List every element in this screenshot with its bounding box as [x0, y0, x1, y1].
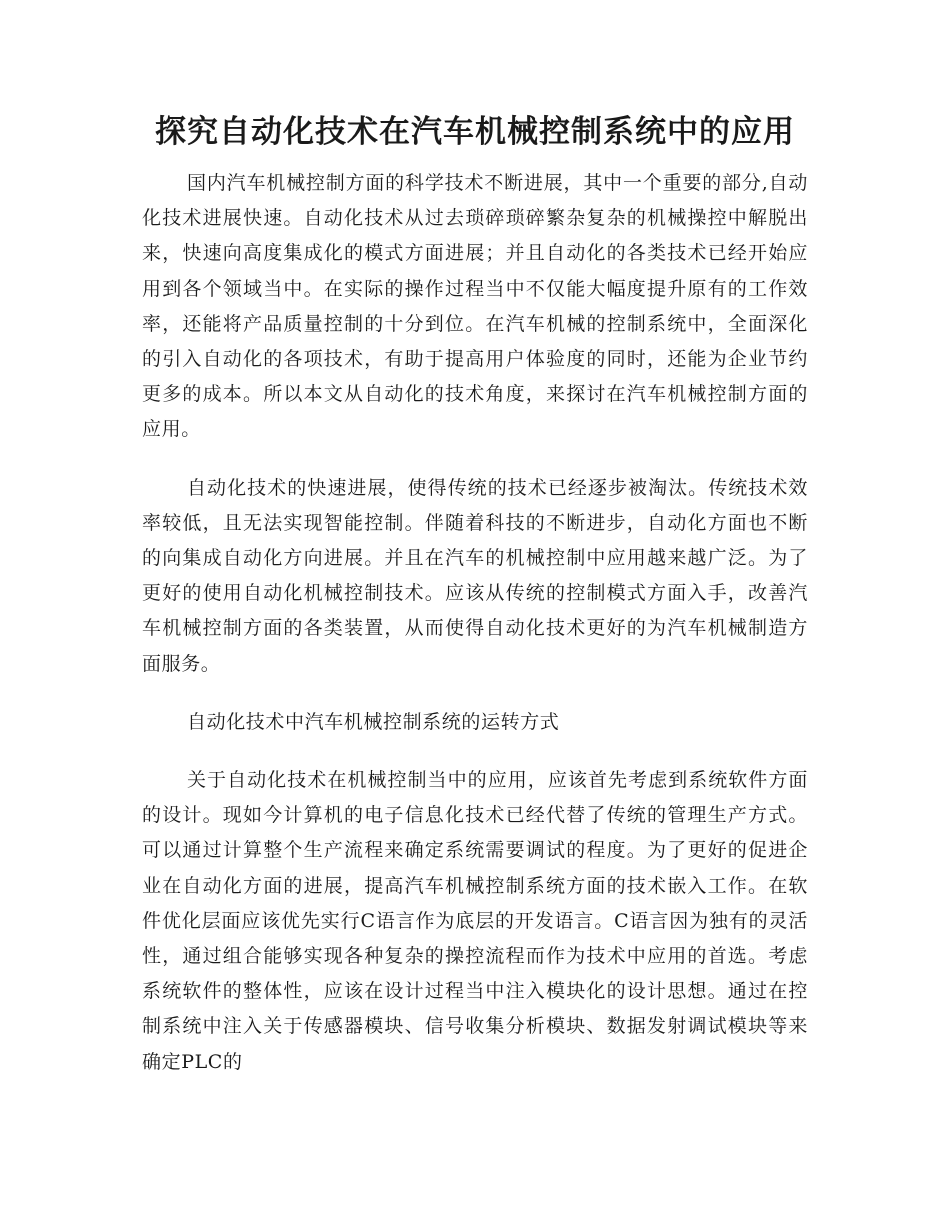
document-title: 探究自动化技术在汽车机械控制系统中的应用: [155, 114, 795, 150]
paragraph-software-design: 关于自动化技术在机械控制当中的应用，应该首先考虑到系统软件方面的设计。现如今计算机的电子信息化技术已经代替了传统的管理生产方式。可以通过计算整个生产流程来确定系统需要调试的程度。为了更好的促进企业在自动化方面的进展，提高汽车机械控制系统方面的技术嵌入工作。在软件优化层面应该优先实行C语言作为底层的开发语言。C语言因为独有的灵活性，通过组合能够实现各种复杂的操控流程而作为技术中应用的首选。考虑系统软件的整体性，应该在设计过程当中注入模块化的设计思想。通过在控制系统中注入关于传感器模块、信号收集分析模块、数据发射调试模块等来确定PLC的: [142, 769, 808, 1073]
document-page: [142, 108, 808, 1080]
section-heading: 自动化技术中汽车机械控制系统的运转方式: [187, 710, 560, 733]
paragraph-development: 自动化技术的快速进展，使得传统的技术已经逐步被淘汰。传统技术效率较低，且无法实现智能控制。伴随着科技的不断进步，自动化方面也不断的向集成自动化方向进展。并且在汽车的机械控制中应用越来越广泛。为了更好的使用自动化机械控制技术。应该从传统的控制模式方面入手，改善汽车机械控制方面的各类装置，从而使得自动化技术更好的为汽车机械制造方面服务。: [142, 476, 808, 675]
paragraph-intro: 国内汽车机械控制方面的科学技术不断进展，其中一个重要的部分,自动化技术进展快速。自动化技术从过去琐碎琐碎繁杂复杂的机械操控中解脱出来，快速向高度集成化的模式方面进展；并且自动化的各类技术已经开始应用到各个领域当中。在实际的操作过程当中不仅能大幅度提升原有的工作效率，还能将产品质量控制的十分到位。在汽车机械的控制系统中，全面深化的引入自动化的各项技术，有助于提高用户体验度的同时，还能为企业节约更多的成本。所以本文从自动化的技术角度，来探讨在汽车机械控制方面的应用。: [142, 172, 808, 441]
